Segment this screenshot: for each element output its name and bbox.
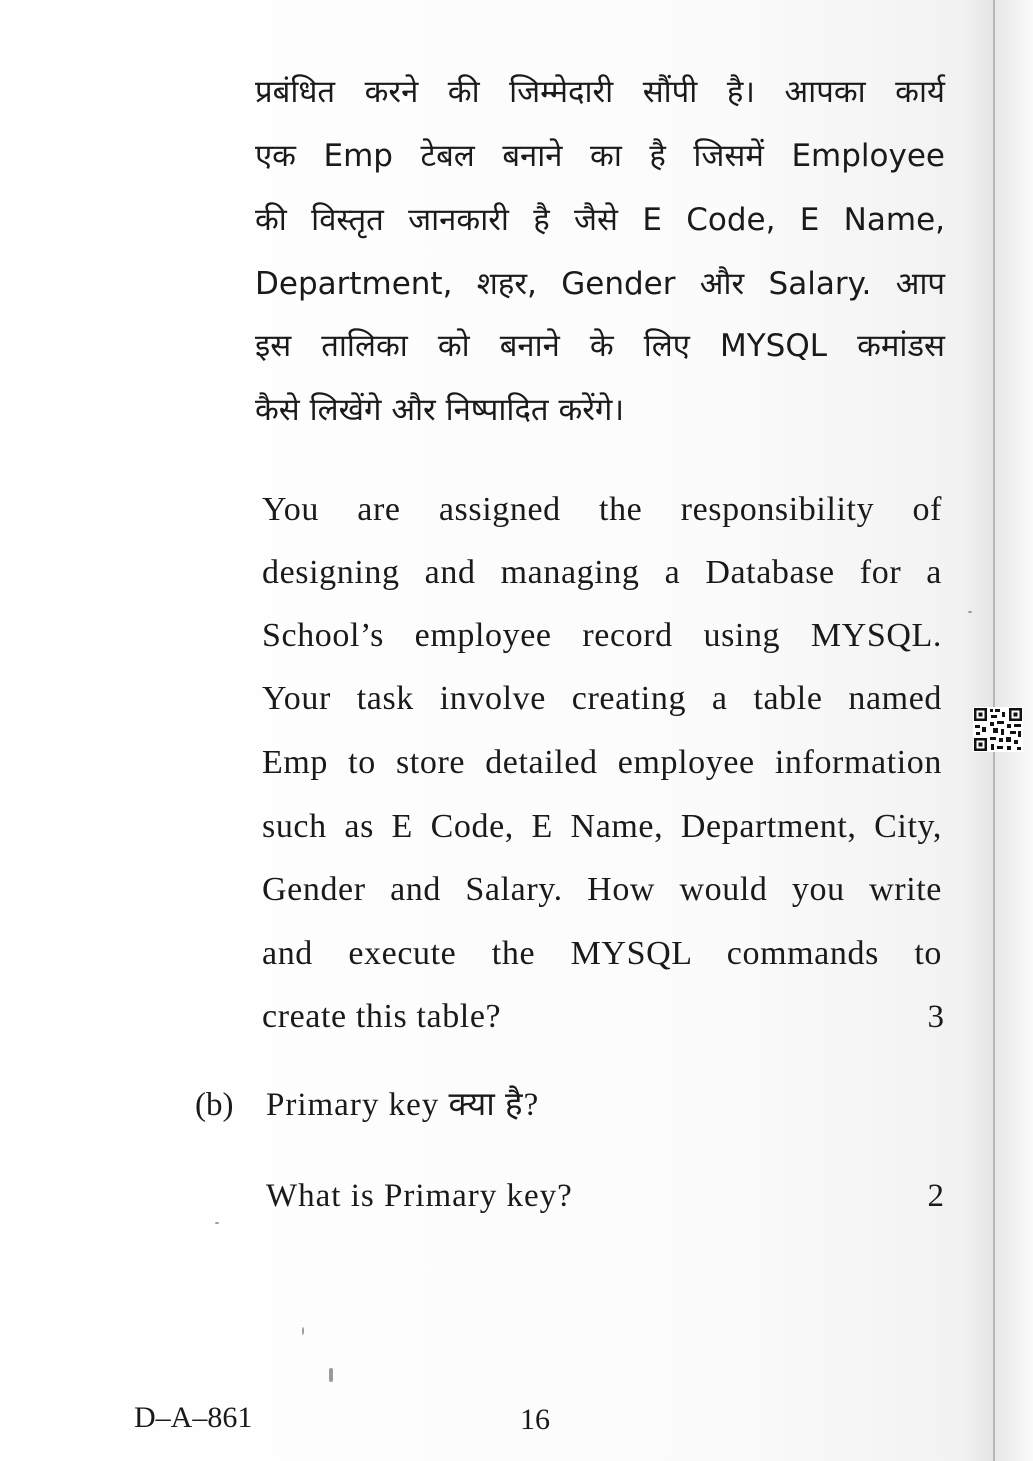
english-line-9: create this table? [262, 998, 502, 1035]
english-line-6: such as E Code, E Name, Department, City, [262, 808, 942, 845]
page-number: 16 [520, 1403, 550, 1436]
english-line-7: Gender and Salary. How would you write [262, 871, 942, 908]
english-line-5: Emp to store detailed employee information [262, 744, 942, 781]
english-line-8: and execute the MYSQL commands to [262, 935, 942, 972]
hindi-line-1: प्रबंधित करने की जिम्मेदारी सौंपी है। आपका कार्य [255, 74, 945, 110]
hindi-line-3: की विस्तृत जानकारी है जैसे E Code, E Name, [255, 202, 945, 238]
paper-code: D–A–861 [134, 1401, 253, 1434]
marks-question-a: 3 [927, 999, 944, 1035]
hindi-line-4: Department, शहर, Gender और Salary. आप [255, 266, 945, 302]
english-line-2: designing and managing a Database for a [262, 554, 942, 591]
question-b-hindi: Primary key क्या है? [266, 1087, 540, 1123]
hindi-line-5: इस तालिका को बनाने के लिए MYSQL कमांडस [255, 328, 945, 364]
english-line-3: School’s employee record using MYSQL. [262, 617, 942, 654]
scan-speck [329, 1368, 333, 1382]
question-b-english: What is Primary key? [266, 1178, 573, 1214]
marks-question-b: 2 [927, 1178, 944, 1214]
scan-speck [968, 611, 972, 613]
english-line-4: Your task involve creating a table named [262, 680, 942, 717]
hindi-line-6: कैसे लिखेंगे और निष्पादित करेंगे। [255, 392, 625, 428]
qr-code-icon [973, 707, 1023, 752]
scan-speck [302, 1327, 304, 1335]
question-b-label: (b) [195, 1087, 234, 1123]
english-line-1: You are assigned the responsibility of [262, 491, 942, 528]
hindi-line-2: एक Emp टेबल बनाने का है जिसमें Employee [255, 138, 945, 174]
scan-speck [215, 1222, 219, 1224]
